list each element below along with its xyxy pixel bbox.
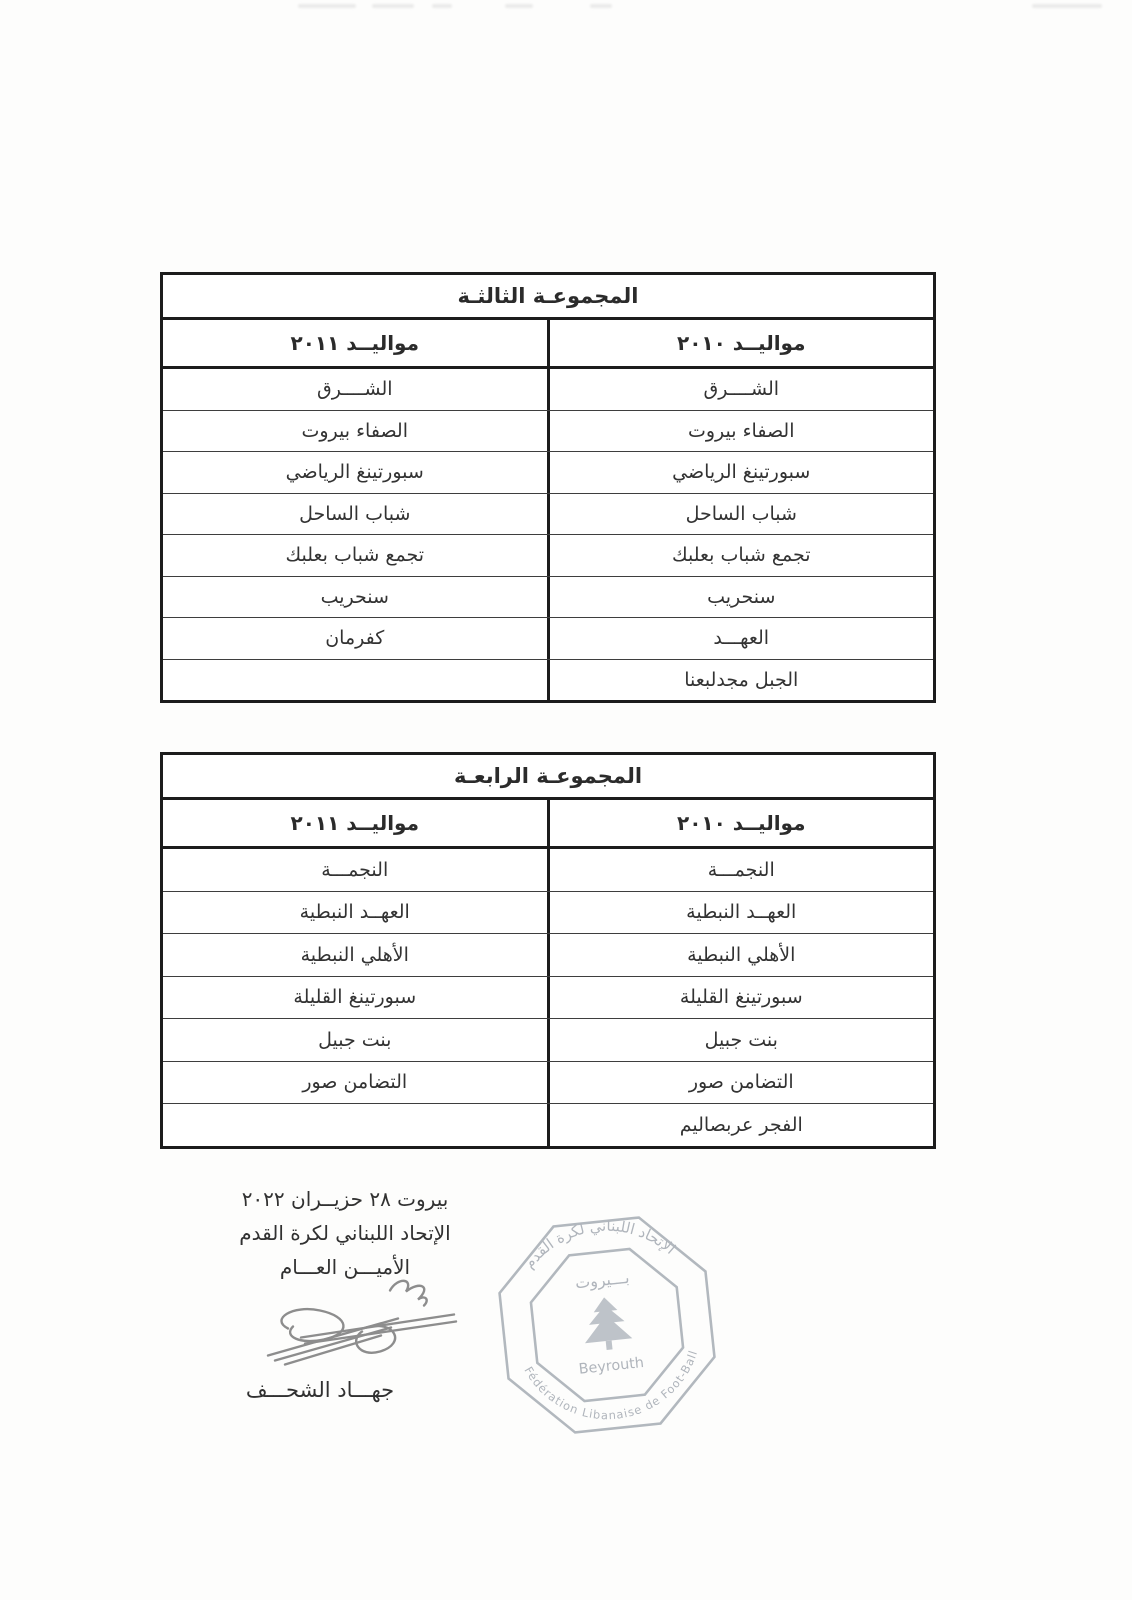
group-three-table — [160, 272, 936, 703]
team-cell-2010: الفجر عربصاليم — [547, 1104, 934, 1146]
table-row — [163, 933, 933, 976]
team-cell-2011: العهــد النبطية — [299, 901, 410, 924]
column-header-born-2010: مواليــد ٢٠١٠ — [547, 800, 934, 846]
team-cell-2010: بنت جبيل — [547, 1019, 934, 1061]
handwritten-signature — [248, 1272, 463, 1377]
team-cell-2011: سبورتينغ القليلة — [293, 986, 417, 1009]
team-cell-2010: الشــــرق — [547, 369, 934, 410]
team-cell-2010: تجمع شباب بعلبك — [547, 535, 934, 576]
table-row — [163, 891, 933, 934]
scan-artifact — [432, 4, 452, 8]
team-cell-2010: الأهلي النبطية — [547, 934, 934, 976]
team-cell-2011: الصفاء بيروت — [301, 419, 408, 442]
scan-artifact — [505, 4, 533, 8]
federation-stamp — [476, 1194, 738, 1456]
team-cell-2010: سبورتينغ الرياضي — [547, 452, 934, 493]
table-row — [163, 576, 933, 618]
team-cell-2011: الأهلي النبطية — [300, 943, 409, 966]
team-cell-2010: العهــد النبطية — [547, 892, 934, 934]
team-cell-2011: شباب الساحل — [299, 502, 411, 525]
team-cell-2010: التضامن صور — [547, 1062, 934, 1104]
group-three-header-row — [163, 320, 933, 369]
team-cell-2010: العهـــد — [547, 618, 934, 659]
team-cell-2011: التضامن صور — [302, 1071, 408, 1094]
team-cell-2011: بنت جبيل — [318, 1028, 392, 1051]
group-four-table — [160, 752, 936, 1149]
team-cell-2011: الشــــرق — [317, 378, 393, 401]
table-row — [163, 410, 933, 452]
group-three-title: المجموعـة الثالثـة — [163, 275, 933, 320]
team-cell-2010: سنحريب — [547, 577, 934, 618]
column-header-born-2011: مواليــد ٢٠١١ — [290, 331, 419, 355]
signer-name: جهـــاد الشحـــف — [245, 1378, 395, 1402]
table-row — [163, 976, 933, 1019]
date-place-line: بيروت ٢٨ حزيــران ٢٠٢٢ — [241, 1187, 449, 1211]
table-row — [163, 1061, 933, 1104]
table-row — [163, 659, 933, 701]
team-cell-2010: الصفاء بيروت — [547, 411, 934, 452]
stamp-latin-arc-text: Fédération Libanaise de Foot-Ball — [521, 1348, 701, 1423]
table-row — [163, 617, 933, 659]
secretary-title-line: الأميـــن العـــام — [279, 1255, 411, 1279]
stamp-arabic-arc-text: الإتحاد اللبناني لكرة القدم — [519, 1216, 680, 1272]
table-row — [163, 534, 933, 576]
federation-line: الإتحاد اللبناني لكرة القدم — [239, 1221, 451, 1245]
table-row — [163, 1103, 933, 1146]
table-row — [163, 493, 933, 535]
group-four-title: المجموعـة الرابعـة — [163, 755, 933, 800]
table-row — [163, 451, 933, 493]
team-cell-2011 — [163, 1104, 547, 1146]
team-cell-2011: تجمع شباب بعلبك — [285, 544, 425, 567]
scan-artifact — [1032, 4, 1102, 8]
team-cell-2010: الجبل مجدلبعنا — [547, 660, 934, 701]
team-cell-2011: النجمـــة — [321, 858, 389, 881]
scan-artifact — [372, 4, 414, 8]
team-cell-2011: سبورتينغ الرياضي — [285, 461, 424, 484]
team-cell-2010: شباب الساحل — [547, 494, 934, 535]
team-cell-2010: سبورتينغ القليلة — [547, 977, 934, 1019]
table-row — [163, 369, 933, 410]
column-header-born-2010: مواليــد ٢٠١٠ — [547, 320, 934, 366]
table-row — [163, 1018, 933, 1061]
team-cell-2010: النجمـــة — [547, 849, 934, 891]
team-cell-2011: سنحريب — [320, 585, 389, 608]
stamp-city-latin: Beyrouth — [577, 1355, 645, 1378]
team-cell-2011 — [163, 660, 547, 701]
stamp-city-arabic: بـــيروت — [574, 1267, 631, 1293]
scan-artifact — [590, 4, 612, 8]
team-cell-2011: كفرمان — [325, 627, 385, 650]
group-four-header-row — [163, 800, 933, 849]
signature-block — [185, 1182, 505, 1284]
scan-artifact — [298, 4, 356, 8]
column-header-born-2011: مواليــد ٢٠١١ — [290, 811, 419, 835]
table-row — [163, 849, 933, 891]
cedar-tree-icon — [580, 1295, 633, 1352]
